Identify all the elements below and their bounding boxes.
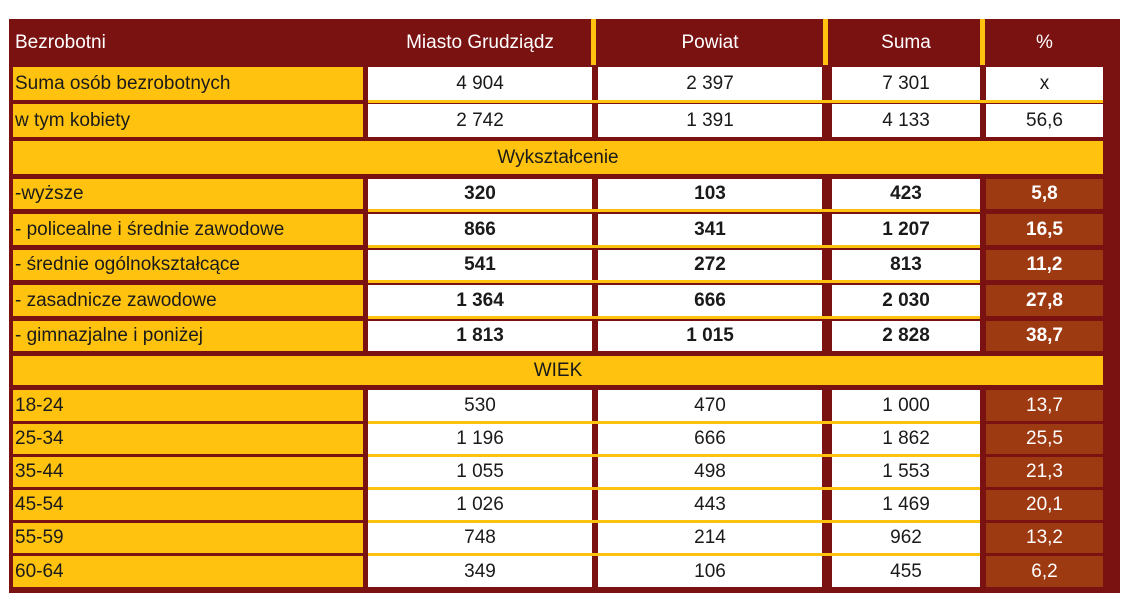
- header-sum: Suma: [881, 32, 931, 53]
- cell-percent: 5,8: [986, 179, 1103, 209]
- row-label: - policealne i średnie zawodowe: [13, 214, 363, 245]
- cell-city: 1 055: [368, 457, 592, 487]
- row-label: 25-34: [13, 424, 363, 454]
- table-row: [9, 179, 1120, 209]
- unemployment-table: [9, 19, 1120, 593]
- cell-percent: 27,8: [986, 285, 1103, 316]
- cell-sum: 813: [832, 250, 980, 280]
- cell-city: 541: [368, 250, 592, 280]
- cell-sum: 4 133: [832, 104, 980, 137]
- row-label: - zasadnicze zawodowe: [13, 285, 363, 316]
- cell-county: 214: [598, 523, 822, 553]
- cell-sum: 1 207: [832, 214, 980, 245]
- cell-sum: 2 828: [832, 321, 980, 351]
- cell-county: 1 015: [598, 321, 822, 351]
- header-percent: %: [1036, 32, 1053, 53]
- cell-sum: 7 301: [832, 67, 980, 100]
- cell-city: 530: [368, 390, 592, 421]
- cell-city: 1 364: [368, 285, 592, 316]
- table-row: [9, 67, 1120, 100]
- row-divider: [368, 316, 980, 319]
- cell-percent: 16,5: [986, 214, 1103, 245]
- cell-city: 866: [368, 214, 592, 245]
- row-label: 45-54: [13, 490, 363, 520]
- row-label: 55-59: [13, 523, 363, 553]
- cell-city: 1 196: [368, 424, 592, 454]
- header-separator-1: [591, 19, 596, 65]
- table-row: [9, 250, 1120, 280]
- cell-city: 1 813: [368, 321, 592, 351]
- row-label: - średnie ogólnokształcące: [13, 250, 363, 280]
- table-row: [9, 321, 1120, 351]
- section-title-education: Wykształcenie: [13, 141, 1103, 174]
- cell-city: 748: [368, 523, 592, 553]
- table-row: [9, 285, 1120, 316]
- header-city: Miasto Grudziądz: [406, 32, 554, 53]
- cell-percent: 6,2: [986, 556, 1103, 587]
- table-row: [9, 424, 1120, 454]
- cell-city: 4 904: [368, 67, 592, 100]
- cell-county: 2 397: [598, 67, 822, 100]
- table-row: [9, 523, 1120, 553]
- cell-sum: 1 469: [832, 490, 980, 520]
- cell-percent: 25,5: [986, 424, 1103, 454]
- cell-percent: 11,2: [986, 250, 1103, 280]
- row-label: -wyższe: [13, 179, 363, 209]
- cell-county: 666: [598, 285, 822, 316]
- cell-county: 272: [598, 250, 822, 280]
- section-title-age: WIEK: [13, 356, 1103, 385]
- cell-city: 320: [368, 179, 592, 209]
- table-row: [9, 104, 1120, 137]
- row-label: - gimnazjalne i poniżej: [13, 321, 363, 351]
- header-county: Powiat: [681, 32, 739, 53]
- cell-sum: 1 553: [832, 457, 980, 487]
- cell-county: 341: [598, 214, 822, 245]
- cell-county: 666: [598, 424, 822, 454]
- row-label: 18-24: [13, 390, 363, 421]
- cell-county: 443: [598, 490, 822, 520]
- cell-percent: 38,7: [986, 321, 1103, 351]
- cell-percent: 20,1: [986, 490, 1103, 520]
- cell-city: 2 742: [368, 104, 592, 137]
- row-divider: [368, 245, 980, 248]
- row-divider: [368, 209, 980, 212]
- row-divider: [368, 100, 1103, 103]
- table-row: [9, 214, 1120, 245]
- cell-percent: 21,3: [986, 457, 1103, 487]
- cell-county: 106: [598, 556, 822, 587]
- cell-county: 470: [598, 390, 822, 421]
- cell-sum: 2 030: [832, 285, 980, 316]
- cell-city: 1 026: [368, 490, 592, 520]
- cell-sum: 1 000: [832, 390, 980, 421]
- table-row: [9, 457, 1120, 487]
- row-divider: [368, 280, 980, 283]
- header-row: [9, 21, 1120, 65]
- row-label: w tym kobiety: [13, 104, 363, 137]
- cell-percent: x: [986, 67, 1103, 100]
- row-label: 35-44: [13, 457, 363, 487]
- row-label: 60-64: [13, 556, 363, 587]
- table-row: [9, 390, 1120, 421]
- cell-county: 103: [598, 179, 822, 209]
- cell-percent: 13,7: [986, 390, 1103, 421]
- row-label: Suma osób bezrobotnych: [13, 67, 363, 100]
- cell-county: 498: [598, 457, 822, 487]
- cell-percent: 56,6: [986, 104, 1103, 137]
- cell-sum: 423: [832, 179, 980, 209]
- cell-sum: 455: [832, 556, 980, 587]
- header-label: Bezrobotni: [15, 32, 106, 53]
- table-row: [9, 556, 1120, 587]
- table-row: [9, 490, 1120, 520]
- cell-sum: 962: [832, 523, 980, 553]
- header-separator-2: [823, 19, 828, 65]
- cell-county: 1 391: [598, 104, 822, 137]
- cell-sum: 1 862: [832, 424, 980, 454]
- header-separator-3: [980, 19, 985, 65]
- cell-city: 349: [368, 556, 592, 587]
- cell-percent: 13,2: [986, 523, 1103, 553]
